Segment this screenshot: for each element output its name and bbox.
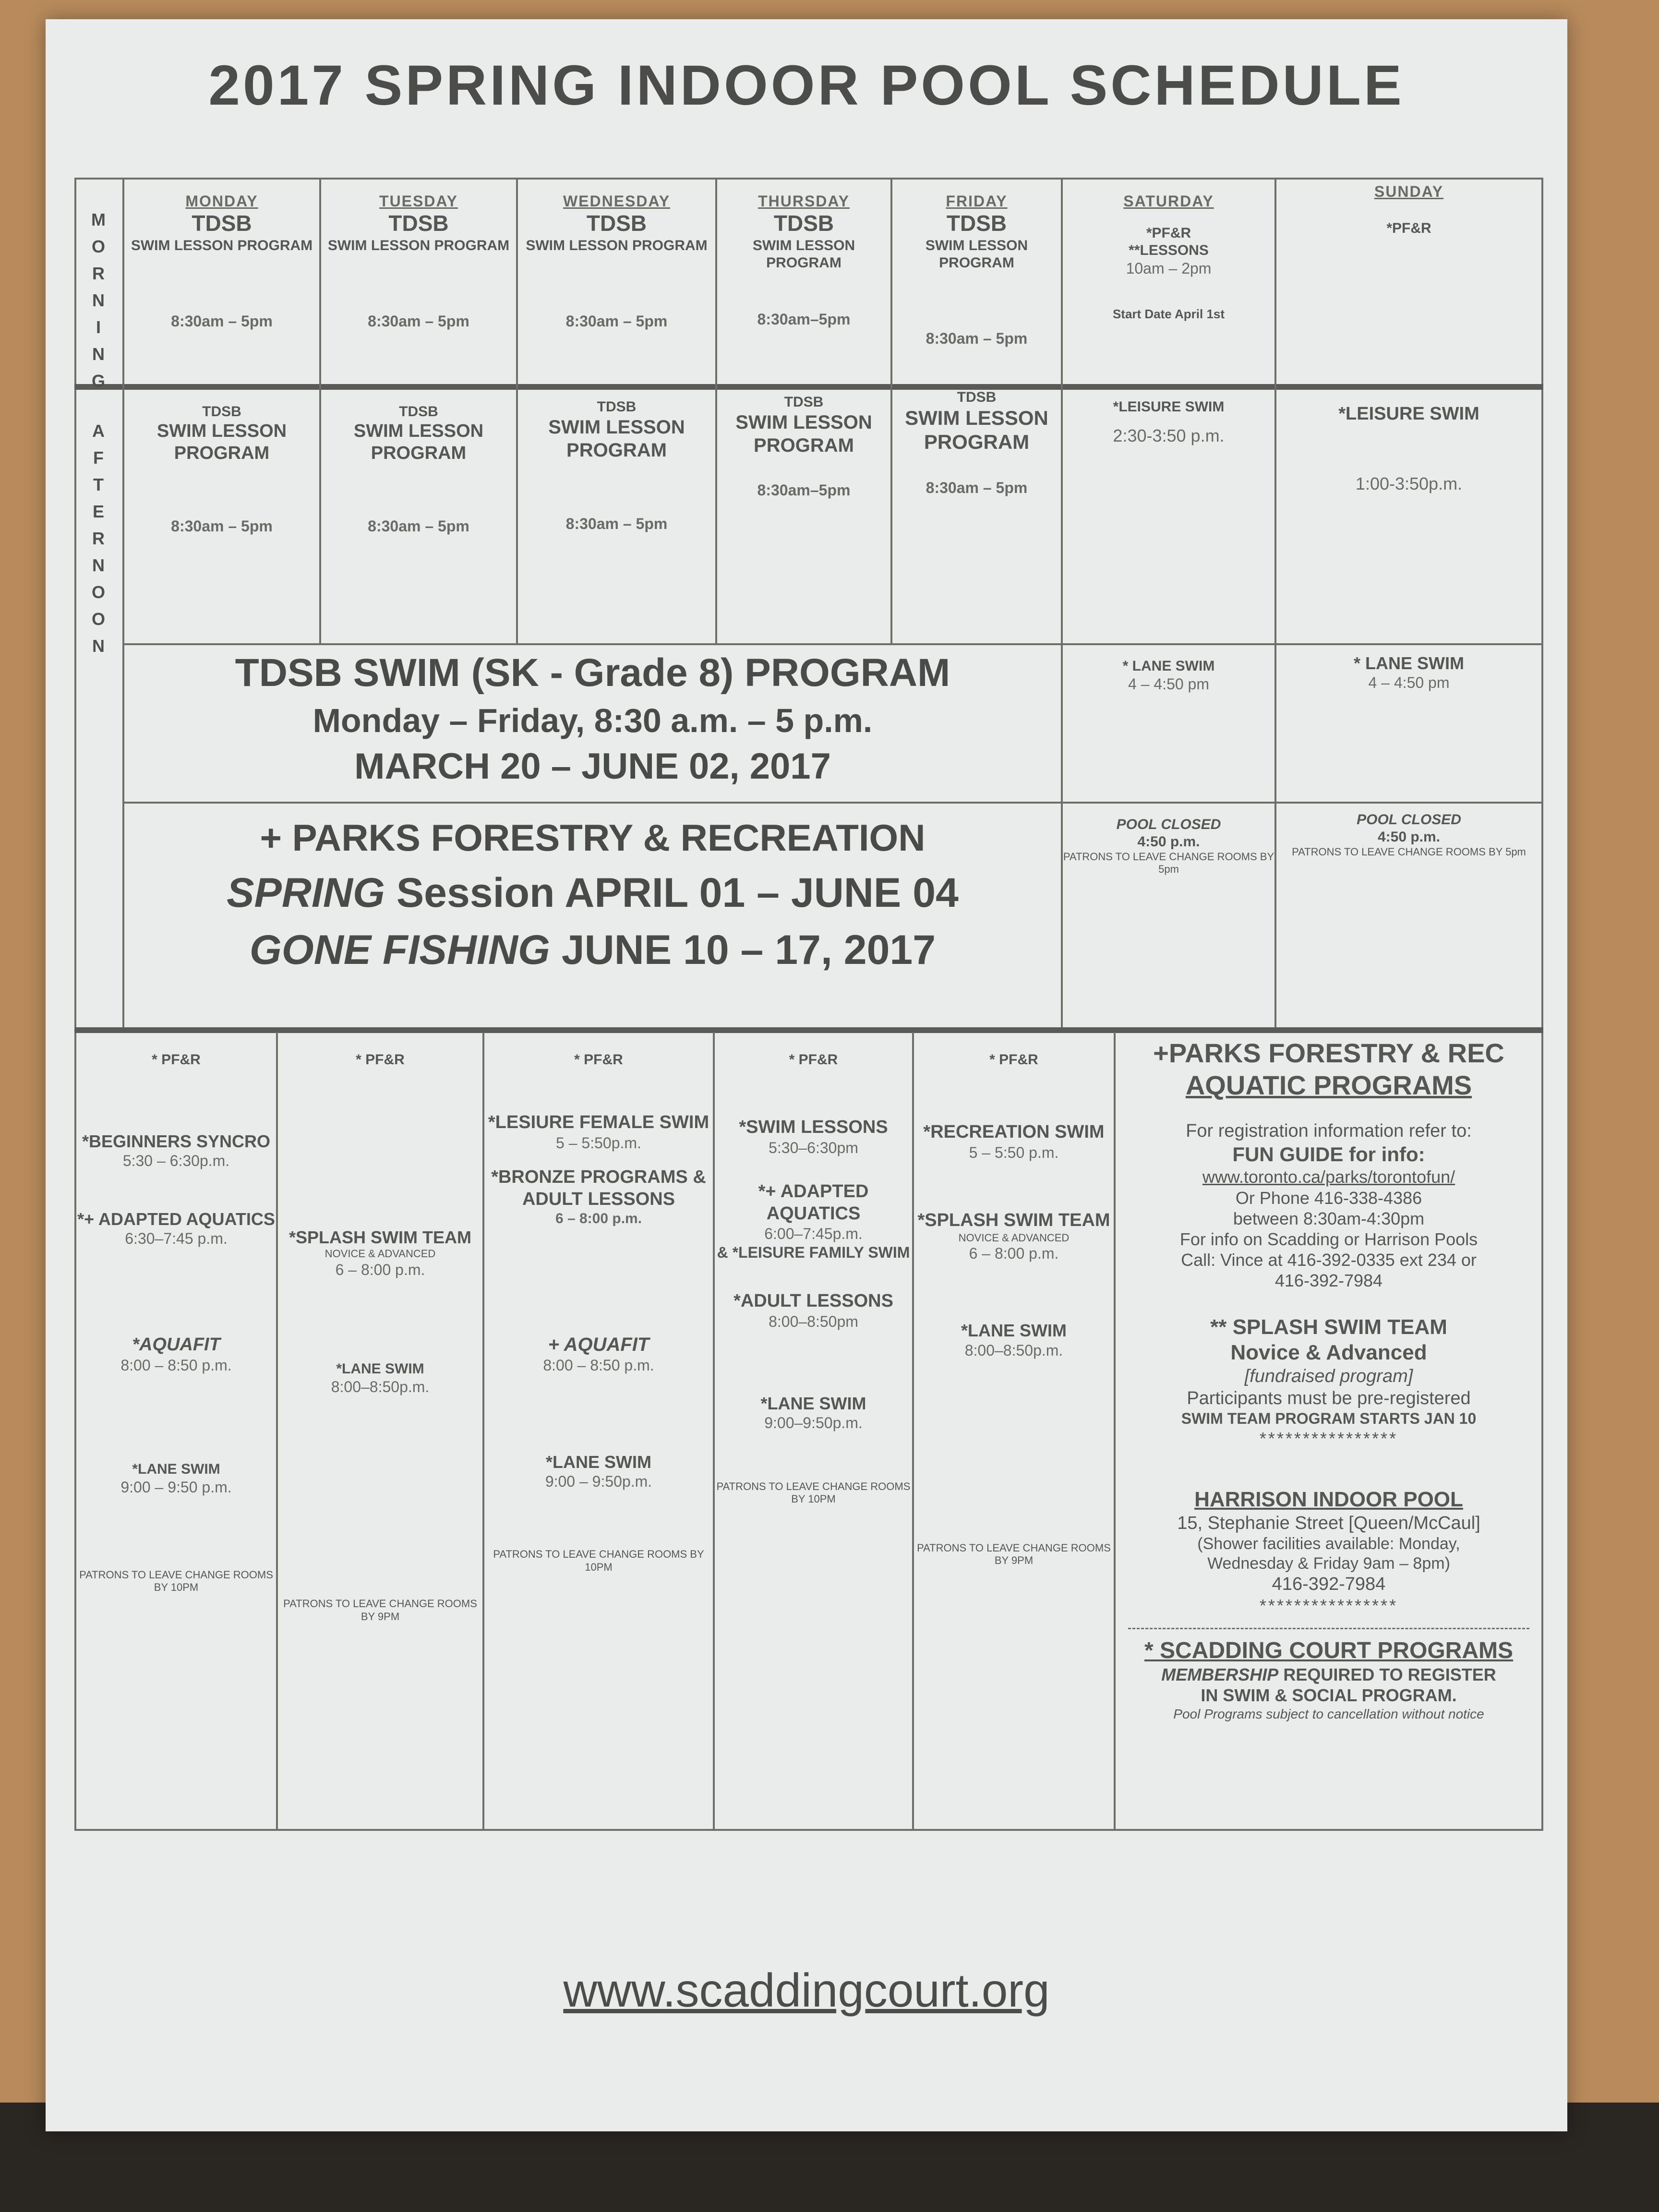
time-label: 8:30am – 5pm bbox=[565, 312, 668, 330]
morning-thursday bbox=[717, 192, 890, 384]
fun-guide-label: FUN GUIDE for info: bbox=[1232, 1142, 1425, 1166]
membership-label: MEMBERSHIP bbox=[1161, 1665, 1279, 1685]
cancellation-note: Pool Programs subject to cancellation without notice bbox=[1173, 1706, 1484, 1721]
morning-tuesday bbox=[321, 192, 516, 384]
tdsb-banner-line2: Monday – Friday, 8:30 a.m. – 5 p.m. bbox=[313, 702, 873, 739]
evening-wednesday bbox=[484, 1051, 713, 1819]
pfr-header: * PF&R bbox=[152, 1052, 201, 1068]
afternoon-tuesday bbox=[321, 403, 516, 643]
time-label: 8:30am–5pm bbox=[757, 481, 851, 499]
org-label: TDSB bbox=[946, 211, 1007, 236]
morning-saturday bbox=[1063, 192, 1274, 384]
time-label: 8:00–8:50p.m. bbox=[331, 1378, 430, 1395]
program-name: *ADULT LESSONS bbox=[733, 1290, 893, 1311]
dashed-divider bbox=[1128, 1628, 1529, 1629]
org-label: TDSB bbox=[773, 211, 834, 236]
morning-wednesday bbox=[518, 192, 715, 384]
program-label: SWIM LESSON PROGRAM bbox=[156, 421, 287, 463]
program-label: SWIM LESSON PROGRAM bbox=[548, 417, 685, 461]
time-label: 8:30am – 5pm bbox=[368, 517, 469, 535]
time-label: 8:30am–5pm bbox=[757, 310, 851, 328]
page-title: 2017 SPRING INDOOR POOL SCHEDULE bbox=[208, 54, 1405, 117]
lane-swim-sunday bbox=[1276, 653, 1541, 692]
leave-note: PATRONS TO LEAVE CHANGE ROOMS BY 10PM bbox=[716, 1480, 911, 1505]
banner-line bbox=[122, 802, 1541, 804]
program-name: *AQUAFIT bbox=[132, 1334, 220, 1355]
time-label: 8:30am – 5pm bbox=[368, 312, 469, 330]
stars-divider: **************** bbox=[1259, 1428, 1398, 1448]
lane-swim-label: * LANE SWIM bbox=[1354, 653, 1464, 673]
time-label: 6 – 8:00 p.m. bbox=[555, 1211, 642, 1227]
pfr-label: *PF&R bbox=[1386, 220, 1431, 237]
day-header-saturday: SATURDAY bbox=[1123, 192, 1214, 210]
tdsb-banner bbox=[124, 650, 1061, 787]
afternoon-monday bbox=[124, 403, 319, 643]
org-label: TDSB bbox=[202, 404, 241, 420]
splash-title: ** SPLASH SWIM TEAM bbox=[1210, 1315, 1447, 1339]
org-label: TDSB bbox=[957, 389, 997, 405]
program-name: *LANE SWIM bbox=[961, 1321, 1067, 1341]
day-header-wednesday: WEDNESDAY bbox=[563, 192, 671, 210]
time-label: 4:50 p.m. bbox=[1377, 829, 1441, 845]
col-line bbox=[1114, 1032, 1116, 1829]
gone-fishing-dates: JUNE 10 – 17, 2017 bbox=[550, 927, 936, 973]
program-name: *SPLASH SWIM TEAM bbox=[289, 1227, 471, 1247]
time-label: 6:00–7:45p.m. bbox=[764, 1225, 863, 1243]
leisure-swim-label: *LEISURE SWIM bbox=[1338, 404, 1479, 424]
morning-monday bbox=[124, 192, 319, 384]
info-heading: +PARKS FORESTRY & REC bbox=[1153, 1038, 1504, 1068]
program-sub: NOVICE & ADVANCED bbox=[325, 1248, 436, 1260]
program-name: *LESIURE FEMALE SWIM bbox=[488, 1112, 709, 1132]
fun-guide-link[interactable]: www.toronto.ca/parks/torontofun/ bbox=[1202, 1167, 1455, 1187]
contact-phone: 416-392-7984 bbox=[1274, 1271, 1383, 1291]
splash-subtitle: Novice & Advanced bbox=[1230, 1341, 1427, 1365]
time-label: 8:30am – 5pm bbox=[171, 312, 273, 330]
table-border-bottom bbox=[74, 1829, 1543, 1831]
table-border-top bbox=[74, 178, 1543, 180]
time-label: 8:30am – 5pm bbox=[926, 479, 1028, 496]
program-name: *BEGINNERS SYNCRO bbox=[82, 1131, 271, 1151]
program-name: *BRONZE PROGRAMS & ADULT LESSONS bbox=[491, 1166, 706, 1209]
program-label: SWIM LESSON PROGRAM bbox=[131, 237, 313, 253]
time-label: 1:00-3:50p.m. bbox=[1355, 473, 1463, 493]
program-name: *+ ADAPTED AQUATICS bbox=[758, 1181, 869, 1224]
harrison-address: 15, Stephanie Street [Queen/McCaul] bbox=[1177, 1513, 1480, 1533]
program-sub: NOVICE & ADVANCED bbox=[958, 1231, 1070, 1244]
program-label: SWIM LESSON PROGRAM bbox=[735, 412, 872, 456]
afternoon-wednesday bbox=[518, 398, 715, 638]
pool-closed-sunday bbox=[1276, 811, 1541, 858]
time-label: 5:30–6:30pm bbox=[769, 1139, 858, 1156]
program-label: SWIM LESSON PROGRAM bbox=[327, 237, 510, 253]
evening-monday bbox=[76, 1051, 276, 1819]
time-label: 9:00 – 9:50 p.m. bbox=[120, 1479, 232, 1496]
morning-label: M O R N I N G bbox=[91, 210, 106, 391]
program-name: *+ ADAPTED AQUATICS bbox=[77, 1209, 275, 1229]
program-name: *RECREATION SWIM bbox=[923, 1122, 1105, 1142]
program-name: *LANE SWIM bbox=[546, 1452, 651, 1472]
stars-divider: **************** bbox=[1259, 1596, 1398, 1616]
time-label: 8:00 – 8:50 p.m. bbox=[120, 1356, 232, 1374]
time-label: 10am – 2pm bbox=[1126, 260, 1212, 277]
program-label: SWIM LESSON PROGRAM bbox=[925, 237, 1028, 271]
morning-sunday bbox=[1276, 182, 1541, 374]
program-name: *SPLASH SWIM TEAM bbox=[917, 1210, 1110, 1230]
afternoon-thursday bbox=[717, 394, 890, 634]
program-label: SWIM LESSON PROGRAM bbox=[353, 421, 484, 463]
day-header-monday: MONDAY bbox=[185, 192, 258, 210]
time-label: 5 – 5:50 p.m. bbox=[969, 1143, 1059, 1161]
afternoon-saturday bbox=[1063, 398, 1274, 638]
info-panel bbox=[1118, 1037, 1539, 1829]
time-label: 8:00 – 8:50 p.m. bbox=[543, 1357, 654, 1374]
leave-note: PATRONS TO LEAVE CHANGE ROOMS BY 5pm bbox=[1292, 846, 1526, 858]
time-label: 8:00–8:50pm bbox=[769, 1312, 858, 1330]
leave-note: PATRONS TO LEAVE CHANGE ROOMS BY 9PM bbox=[917, 1541, 1111, 1567]
leave-note: PATRONS TO LEAVE CHANGE ROOMS BY 9PM bbox=[283, 1598, 477, 1623]
program-label: SWIM LESSON PROGRAM bbox=[905, 407, 1048, 454]
program-name: *LANE SWIM bbox=[132, 1461, 220, 1478]
day-header-thursday: THURSDAY bbox=[758, 192, 850, 210]
time-label: 8:00–8:50p.m. bbox=[964, 1341, 1063, 1359]
pfr-header: * PF&R bbox=[989, 1052, 1038, 1068]
afternoon-label: A F T E R N O O N bbox=[91, 421, 105, 656]
leave-note: PATRONS TO LEAVE CHANGE ROOMS BY 5pm bbox=[1063, 851, 1274, 876]
website-link[interactable]: www.scaddingcourt.org bbox=[563, 1964, 1050, 2017]
leave-note: PATRONS TO LEAVE CHANGE ROOMS BY 10PM bbox=[79, 1568, 273, 1593]
afternoon-sunday bbox=[1276, 403, 1541, 643]
day-header-friday: FRIDAY bbox=[946, 192, 1008, 210]
harrison-shower-hours: Wednesday & Friday 9am – 8pm) bbox=[1207, 1554, 1450, 1573]
time-label: 9:00 – 9:50p.m. bbox=[545, 1472, 652, 1490]
lane-swim-saturday bbox=[1063, 658, 1274, 693]
table-border-right bbox=[1541, 178, 1543, 1831]
org-label: TDSB bbox=[784, 394, 824, 410]
time-label: 8:30am – 5pm bbox=[171, 517, 273, 535]
evening-tuesday bbox=[278, 1051, 482, 1819]
time-label: 4:50 p.m. bbox=[1137, 834, 1200, 850]
pfr-banner bbox=[124, 816, 1061, 974]
program-name: *SWIM LESSONS bbox=[739, 1117, 888, 1137]
time-label: 4 – 4:50 pm bbox=[1368, 674, 1450, 692]
program-label: SWIM LESSON PROGRAM bbox=[752, 237, 855, 271]
gone-fishing-label: GONE FISHING bbox=[249, 927, 550, 973]
evening-thursday bbox=[715, 1051, 912, 1819]
program-name: *LANE SWIM bbox=[760, 1393, 866, 1413]
pfr-label: *PF&R bbox=[1146, 225, 1191, 241]
hours-info: between 8:30am-4:30pm bbox=[1233, 1208, 1425, 1228]
time-label: 4 – 4:50 pm bbox=[1128, 675, 1209, 693]
day-header-tuesday: TUESDAY bbox=[379, 192, 458, 210]
program-name: + AQUAFIT bbox=[548, 1334, 649, 1356]
info-subheading: AQUATIC PROGRAMS bbox=[1185, 1070, 1472, 1101]
morning-divider bbox=[74, 384, 1543, 390]
org-label: TDSB bbox=[399, 404, 438, 420]
harrison-title: HARRISON INDOOR POOL bbox=[1194, 1487, 1463, 1511]
time-label: 6 – 8:00 p.m. bbox=[335, 1261, 425, 1278]
time-label: 5 – 5:50p.m. bbox=[556, 1134, 641, 1152]
splash-registration: Participants must be pre-registered bbox=[1187, 1388, 1471, 1408]
lessons-label: **LESSONS bbox=[1129, 242, 1209, 259]
schedule-sheet bbox=[46, 19, 1567, 2131]
pfr-header: * PF&R bbox=[356, 1052, 405, 1068]
membership-program: IN SWIM & SOCIAL PROGRAM. bbox=[1201, 1685, 1457, 1706]
splash-funding: [fundraised program] bbox=[1244, 1366, 1413, 1387]
program-label: SWIM LESSON PROGRAM bbox=[526, 237, 708, 253]
leisure-swim-label: *LEISURE SWIM bbox=[1113, 399, 1225, 415]
pfr-banner-line1: + PARKS FORESTRY & RECREATION bbox=[260, 817, 926, 859]
morning-friday bbox=[892, 192, 1061, 384]
org-label: TDSB bbox=[586, 211, 647, 236]
org-label: TDSB bbox=[597, 399, 637, 415]
pool-closed-saturday bbox=[1063, 816, 1274, 876]
time-label: 6:30–7:45 p.m. bbox=[125, 1229, 228, 1247]
program-name: *LANE SWIM bbox=[336, 1360, 424, 1377]
leave-note: PATRONS TO LEAVE CHANGE ROOMS BY 10PM bbox=[493, 1548, 704, 1573]
spring-session-dates: Session APRIL 01 – JUNE 04 bbox=[385, 870, 959, 916]
day-header-sunday: SUNDAY bbox=[1374, 183, 1444, 200]
phone-info: Or Phone 416-338-4386 bbox=[1235, 1188, 1422, 1208]
org-label: TDSB bbox=[388, 211, 449, 236]
pool-info: For info on Scadding or Harrison Pools bbox=[1179, 1229, 1478, 1249]
evening-friday bbox=[914, 1051, 1114, 1819]
pool-closed-label: POOL CLOSED bbox=[1357, 812, 1461, 828]
time-label: 5:30 – 6:30p.m. bbox=[122, 1152, 230, 1170]
tdsb-banner-line1: TDSB SWIM (SK - Grade 8) PROGRAM bbox=[235, 651, 950, 695]
time-label: 2:30-3:50 p.m. bbox=[1113, 426, 1225, 445]
start-date-note: Start Date April 1st bbox=[1112, 306, 1225, 321]
membership-required: REQUIRED TO REGISTER bbox=[1278, 1665, 1496, 1685]
harrison-phone: 416-392-7984 bbox=[1272, 1574, 1386, 1594]
contact-info: Call: Vince at 416-392-0335 ext 234 or bbox=[1181, 1250, 1477, 1270]
pfr-header: * PF&R bbox=[574, 1052, 623, 1068]
time-label: 8:30am – 5pm bbox=[565, 515, 668, 532]
time-label: 6 – 8:00 p.m. bbox=[969, 1244, 1059, 1262]
harrison-shower: (Shower facilities available: Monday, bbox=[1197, 1535, 1460, 1553]
lane-swim-label: * LANE SWIM bbox=[1122, 658, 1215, 674]
program-name: & *LEISURE FAMILY SWIM bbox=[717, 1243, 910, 1261]
spring-label: SPRING bbox=[227, 870, 385, 916]
time-label: 9:00–9:50p.m. bbox=[764, 1414, 863, 1432]
evening-divider bbox=[74, 1027, 1543, 1033]
registration-info: For registration information refer to: bbox=[1186, 1121, 1472, 1142]
time-label: 8:30am – 5pm bbox=[926, 329, 1028, 347]
scadding-title: * SCADDING COURT PROGRAMS bbox=[1144, 1637, 1514, 1663]
pool-closed-label: POOL CLOSED bbox=[1116, 817, 1221, 832]
afternoon-line bbox=[122, 643, 1541, 645]
pfr-header: * PF&R bbox=[789, 1052, 838, 1068]
org-label: TDSB bbox=[192, 211, 252, 236]
afternoon-friday bbox=[892, 389, 1061, 629]
splash-start: SWIM TEAM PROGRAM STARTS JAN 10 bbox=[1181, 1410, 1477, 1428]
tdsb-banner-line3: MARCH 20 – JUNE 02, 2017 bbox=[354, 746, 831, 787]
